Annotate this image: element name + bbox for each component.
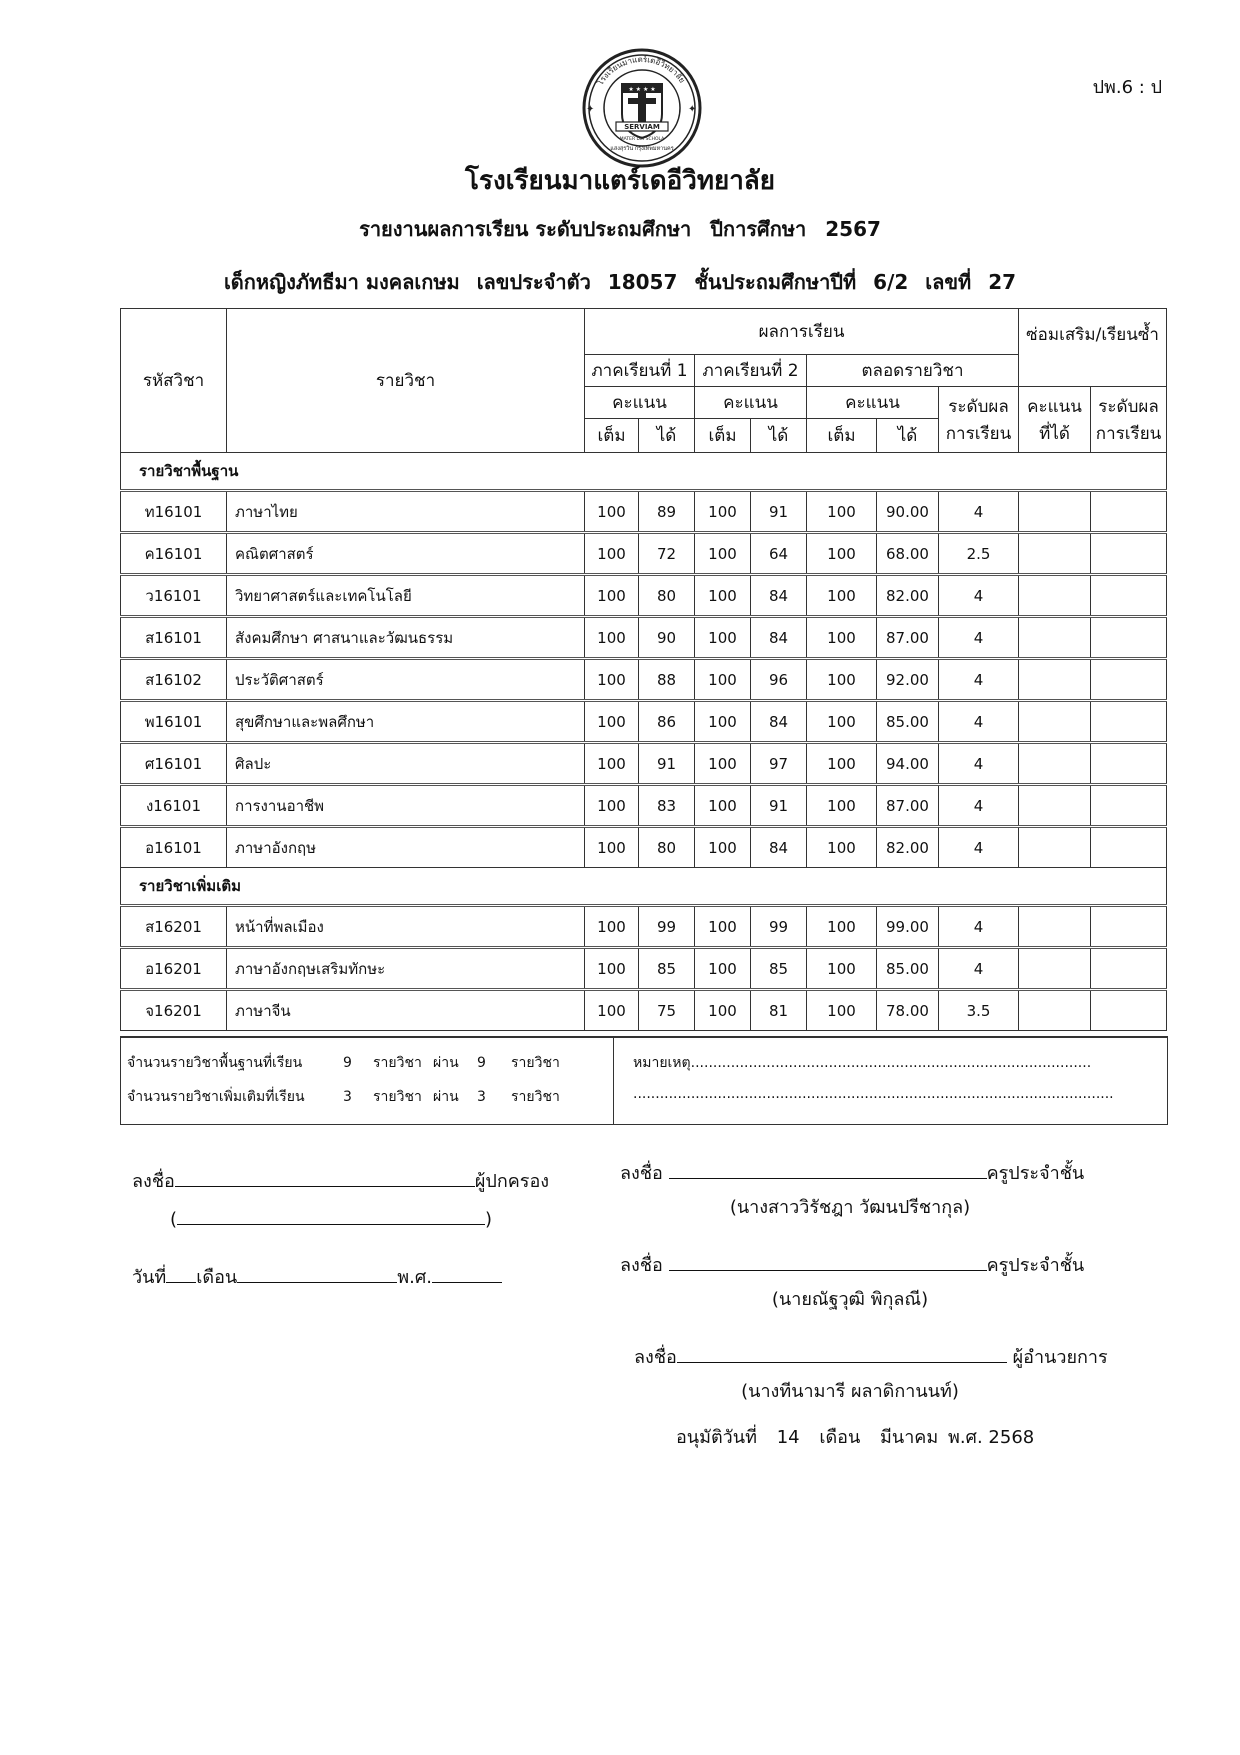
- table-row: [121, 785, 1167, 827]
- cell-t1-full: 100: [585, 575, 639, 617]
- teacher2-signature: [620, 1250, 1084, 1279]
- summary-unit: รายวิชา: [373, 1089, 422, 1105]
- cell-t1-full: 100: [585, 785, 639, 827]
- cell-t2-full: 100: [695, 659, 751, 701]
- cell-t1-got: 90: [639, 617, 695, 659]
- summary-unit: รายวิชา: [511, 1089, 560, 1105]
- header-grade: [939, 387, 1019, 453]
- crest-banner: SERVIAM: [624, 123, 660, 131]
- cell-t1-full: 100: [585, 659, 639, 701]
- number-label: เลขที่: [925, 270, 972, 294]
- cell-re-score: [1019, 533, 1091, 575]
- cell-grade: 4: [939, 827, 1019, 868]
- teacher2-role: ครูประจำชั้น: [986, 1255, 1085, 1276]
- cell-t2-full: 100: [695, 533, 751, 575]
- approve-day: 14: [776, 1427, 800, 1448]
- cell-t2-got: 96: [751, 659, 807, 701]
- svg-text:✦: ✦: [688, 104, 697, 115]
- student-info: [0, 266, 1240, 298]
- cell-re-grade: [1091, 990, 1167, 1031]
- cell-subject: การงานอาชีพ: [227, 785, 585, 827]
- header-grade-line2: การเรียน: [945, 423, 1012, 444]
- cell-subject: ภาษาจีน: [227, 990, 585, 1031]
- summary-pass-label: ผ่าน: [433, 1055, 459, 1071]
- cell-subject: สังคมศึกษา ศาสนาและวัฒนธรรม: [227, 617, 585, 659]
- cell-t1-full: 100: [585, 491, 639, 533]
- cell-grade: 4: [939, 743, 1019, 785]
- teacher2-name: (นายณัฐวุฒิ พิกุลณี): [771, 1289, 929, 1310]
- summary-extra-label: จำนวนรายวิชาเพิ่มเติมที่เรียน: [127, 1089, 305, 1105]
- table-row: [121, 948, 1167, 990]
- table-row: [121, 491, 1167, 533]
- header-got: ได้: [751, 419, 807, 453]
- student-id-label: เลขประจำตัว: [476, 270, 591, 294]
- guardian-role: ผู้ปกครอง: [474, 1171, 550, 1192]
- cell-t1-got: 83: [639, 785, 695, 827]
- svg-text:★ ★ ★ ★: ★ ★ ★ ★: [628, 86, 656, 93]
- cell-re-grade: [1091, 659, 1167, 701]
- cell-t1-full: 100: [585, 533, 639, 575]
- cell-t2-got: 84: [751, 701, 807, 743]
- cell-re-grade: [1091, 491, 1167, 533]
- cell-t1-full: 100: [585, 827, 639, 868]
- header-re-score-line2: ที่ได้: [1039, 423, 1070, 444]
- guardian-signature: [132, 1166, 549, 1195]
- header-score-t2: คะแนน: [695, 387, 807, 419]
- cell-got: 85.00: [877, 948, 939, 990]
- cell-t1-full: 100: [585, 701, 639, 743]
- cell-t2-got: 81: [751, 990, 807, 1031]
- header-re-grade: [1091, 387, 1167, 453]
- cell-t2-full: 100: [695, 701, 751, 743]
- guardian-date: [132, 1262, 502, 1291]
- cell-code: อ16201: [121, 948, 227, 990]
- cell-code: ว16101: [121, 575, 227, 617]
- academic-year: 2567: [825, 217, 881, 241]
- cell-re-grade: [1091, 533, 1167, 575]
- cell-re-score: [1019, 906, 1091, 948]
- guardian-sign-line: [175, 1170, 475, 1187]
- summary-core-pass: 9: [477, 1055, 486, 1071]
- crest-footer: แสงสุรวิน กรุงเทพมหานคร: [610, 146, 674, 152]
- cell-full: 100: [807, 948, 877, 990]
- cell-re-score: [1019, 785, 1091, 827]
- class-label: ชั้นประถมศึกษาปีที่: [694, 270, 857, 294]
- director-name: (นางทีนามารี ผลาดิกานนท์): [741, 1381, 959, 1402]
- cell-code: ท16101: [121, 491, 227, 533]
- grades-table: [120, 308, 1167, 1031]
- cell-grade: 4: [939, 617, 1019, 659]
- approval-date: [676, 1422, 1034, 1451]
- cell-subject: ภาษาอังกฤษ: [227, 827, 585, 868]
- director-sign-line: [677, 1346, 1007, 1363]
- cell-full: 100: [807, 659, 877, 701]
- cell-got: 82.00: [877, 575, 939, 617]
- header-remedial: ซ่อมเสริม/เรียนซ้ำ: [1019, 309, 1167, 387]
- report-title: [0, 213, 1240, 245]
- cell-t1-got: 99: [639, 906, 695, 948]
- cell-got: 85.00: [877, 701, 939, 743]
- summary-core-count: 9: [343, 1055, 352, 1071]
- director-signature: [634, 1342, 1108, 1371]
- cell-code: ส16201: [121, 906, 227, 948]
- cell-code: ศ16101: [121, 743, 227, 785]
- student-name: เด็กหญิงภัทธีมา มงคลเกษม: [223, 270, 460, 294]
- cell-re-score: [1019, 948, 1091, 990]
- table-row: [121, 701, 1167, 743]
- cell-t2-got: 84: [751, 617, 807, 659]
- cell-t2-got: 97: [751, 743, 807, 785]
- summary-extra-count: 3: [343, 1089, 352, 1105]
- month-label: เดือน: [196, 1267, 238, 1288]
- cell-t2-full: 100: [695, 785, 751, 827]
- cell-t2-full: 100: [695, 827, 751, 868]
- number-value: 27: [988, 270, 1017, 294]
- cell-re-grade: [1091, 948, 1167, 990]
- section-core-label: รายวิชาพื้นฐาน: [121, 453, 1167, 491]
- header-score-t1: คะแนน: [585, 387, 695, 419]
- remark-line-1: [633, 1052, 1091, 1074]
- cell-subject: คณิตศาสตร์: [227, 533, 585, 575]
- cell-re-grade: [1091, 575, 1167, 617]
- cell-re-grade: [1091, 785, 1167, 827]
- approve-be-label: พ.ศ.: [947, 1427, 983, 1448]
- cell-t1-got: 86: [639, 701, 695, 743]
- table-row: [121, 990, 1167, 1031]
- cell-t2-full: 100: [695, 906, 751, 948]
- paren-close: ): [485, 1209, 493, 1230]
- cell-re-grade: [1091, 701, 1167, 743]
- school-name: โรงเรียนมาแตร์เดอีวิทยาลัย: [465, 166, 775, 196]
- table-row: [121, 575, 1167, 617]
- cell-re-grade: [1091, 743, 1167, 785]
- cell-subject: ภาษาไทย: [227, 491, 585, 533]
- summary-unit: รายวิชา: [511, 1055, 560, 1071]
- sign-label: ลงชื่อ: [634, 1347, 677, 1368]
- cell-subject: ประวัติศาสตร์: [227, 659, 585, 701]
- cell-subject: ศิลปะ: [227, 743, 585, 785]
- header-code: รหัสวิชา: [121, 309, 227, 453]
- header-got: ได้: [639, 419, 695, 453]
- cell-t2-full: 100: [695, 990, 751, 1031]
- cell-got: 92.00: [877, 659, 939, 701]
- header-subject: รายวิชา: [227, 309, 585, 453]
- cell-grade: 4: [939, 491, 1019, 533]
- cell-re-score: [1019, 827, 1091, 868]
- cell-full: 100: [807, 533, 877, 575]
- cell-got: 82.00: [877, 827, 939, 868]
- cell-got: 87.00: [877, 785, 939, 827]
- cell-re-score: [1019, 617, 1091, 659]
- summary-core-row: [127, 1052, 560, 1074]
- table-row: [121, 743, 1167, 785]
- header-full: เต็ม: [695, 419, 751, 453]
- report-title-text: รายงานผลการเรียน ระดับประถมศึกษา: [359, 217, 692, 241]
- cell-subject: วิทยาศาสตร์และเทคโนโลยี: [227, 575, 585, 617]
- cell-code: อ16101: [121, 827, 227, 868]
- cell-t1-full: 100: [585, 948, 639, 990]
- sign-label: ลงชื่อ: [620, 1163, 663, 1184]
- cell-subject: ภาษาอังกฤษเสริมทักษะ: [227, 948, 585, 990]
- cell-grade: 4: [939, 659, 1019, 701]
- cell-t1-got: 88: [639, 659, 695, 701]
- cell-full: 100: [807, 491, 877, 533]
- student-id: 18057: [607, 270, 678, 294]
- cell-t2-full: 100: [695, 743, 751, 785]
- cell-full: 100: [807, 827, 877, 868]
- crest-motto: MATER DEI SCHOLA: [619, 137, 665, 142]
- cell-re-score: [1019, 701, 1091, 743]
- cell-re-score: [1019, 491, 1091, 533]
- table-row: [121, 827, 1167, 868]
- teacher1-sign-line: [669, 1162, 987, 1179]
- remark-dots-1: ..........................................................................................: [690, 1055, 1092, 1071]
- header-overall: ตลอดรายวิชา: [807, 355, 1019, 387]
- cell-t1-got: 89: [639, 491, 695, 533]
- cell-re-grade: [1091, 827, 1167, 868]
- date-label: วันที่: [132, 1267, 167, 1288]
- cell-t1-got: 85: [639, 948, 695, 990]
- form-code: ปพ.6 : ป: [1092, 77, 1162, 98]
- guardian-name-line: [170, 1208, 492, 1230]
- header-re-grade-line1: ระดับผล: [1098, 396, 1159, 417]
- cell-t1-full: 100: [585, 990, 639, 1031]
- header-score-overall: คะแนน: [807, 387, 939, 419]
- remark-line-2: ............................................................................................................: [633, 1086, 1114, 1102]
- cell-code: จ16201: [121, 990, 227, 1031]
- cell-got: 99.00: [877, 906, 939, 948]
- cell-got: 78.00: [877, 990, 939, 1031]
- table-row: [121, 617, 1167, 659]
- cell-re-grade: [1091, 906, 1167, 948]
- cell-t1-full: 100: [585, 617, 639, 659]
- paren-open: (: [170, 1209, 178, 1230]
- cell-t1-full: 100: [585, 743, 639, 785]
- cell-full: 100: [807, 906, 877, 948]
- cell-grade: 4: [939, 575, 1019, 617]
- table-row: [121, 659, 1167, 701]
- be-label: พ.ศ.: [397, 1267, 432, 1288]
- approve-label: อนุมัติวันที่: [676, 1427, 757, 1448]
- header-term2: ภาคเรียนที่ 2: [695, 355, 807, 387]
- cell-re-score: [1019, 659, 1091, 701]
- cell-re-score: [1019, 575, 1091, 617]
- cell-full: 100: [807, 617, 877, 659]
- header-full: เต็ม: [807, 419, 877, 453]
- cell-full: 100: [807, 990, 877, 1031]
- crest-ring-text: โรงเรียนมาแตร์เดอีวิทยาลัย: [595, 54, 687, 87]
- summary-extra-pass: 3: [477, 1089, 486, 1105]
- summary-counts: [121, 1038, 614, 1124]
- header-re-grade-line2: การเรียน: [1095, 423, 1162, 444]
- school-crest-icon: [580, 46, 704, 170]
- cell-t2-full: 100: [695, 617, 751, 659]
- sign-label: ลงชื่อ: [132, 1171, 175, 1192]
- cell-t2-got: 99: [751, 906, 807, 948]
- summary-pass-label: ผ่าน: [433, 1089, 459, 1105]
- cell-code: ส16102: [121, 659, 227, 701]
- cell-code: ค16101: [121, 533, 227, 575]
- header-re-score-line1: คะแนน: [1027, 396, 1082, 417]
- cell-re-score: [1019, 743, 1091, 785]
- cell-full: 100: [807, 785, 877, 827]
- cell-grade: 3.5: [939, 990, 1019, 1031]
- cell-t2-full: 100: [695, 575, 751, 617]
- teacher2-sign-line: [669, 1254, 987, 1271]
- sign-label: ลงชื่อ: [620, 1255, 663, 1276]
- cell-got: 90.00: [877, 491, 939, 533]
- class-value: 6/2: [873, 270, 909, 294]
- remark-label: หมายเหตุ: [633, 1055, 691, 1071]
- cell-t2-got: 64: [751, 533, 807, 575]
- teacher1-role: ครูประจำชั้น: [986, 1163, 1085, 1184]
- approve-month: มีนาคม: [880, 1427, 939, 1448]
- cell-t1-full: 100: [585, 906, 639, 948]
- director-role: ผู้อำนวยการ: [1012, 1347, 1108, 1368]
- cell-t1-got: 75: [639, 990, 695, 1031]
- table-row: [121, 906, 1167, 948]
- cell-grade: 4: [939, 906, 1019, 948]
- cell-t1-got: 91: [639, 743, 695, 785]
- cell-t2-got: 85: [751, 948, 807, 990]
- header-grade-line1: ระดับผล: [948, 396, 1009, 417]
- summary-core-label: จำนวนรายวิชาพื้นฐานที่เรียน: [127, 1055, 303, 1071]
- approve-month-label: เดือน: [819, 1427, 861, 1448]
- cell-code: ส16101: [121, 617, 227, 659]
- cell-full: 100: [807, 575, 877, 617]
- cell-grade: 2.5: [939, 533, 1019, 575]
- cell-got: 94.00: [877, 743, 939, 785]
- cell-grade: 4: [939, 948, 1019, 990]
- cell-re-score: [1019, 990, 1091, 1031]
- year-blank: [432, 1266, 502, 1283]
- approve-year: 2568: [988, 1427, 1035, 1448]
- cell-code: ง16101: [121, 785, 227, 827]
- section-extra-label: รายวิชาเพิ่มเติม: [121, 868, 1167, 906]
- cell-t2-got: 91: [751, 491, 807, 533]
- cell-subject: หน้าที่พลเมือง: [227, 906, 585, 948]
- month-blank: [237, 1266, 397, 1283]
- teacher1-signature: [620, 1158, 1084, 1187]
- cell-grade: 4: [939, 785, 1019, 827]
- header-full: เต็ม: [585, 419, 639, 453]
- table-row: [121, 533, 1167, 575]
- header-got: ได้: [877, 419, 939, 453]
- summary-box: [120, 1036, 1168, 1125]
- guardian-name-blank: [177, 1208, 485, 1225]
- cell-re-grade: [1091, 617, 1167, 659]
- svg-text:✦: ✦: [586, 104, 595, 115]
- date-blank: [166, 1266, 196, 1283]
- cell-t2-full: 100: [695, 491, 751, 533]
- cell-got: 68.00: [877, 533, 939, 575]
- cell-t1-got: 80: [639, 575, 695, 617]
- header-term1: ภาคเรียนที่ 1: [585, 355, 695, 387]
- cell-t2-full: 100: [695, 948, 751, 990]
- summary-extra-row: [127, 1086, 560, 1108]
- cell-full: 100: [807, 701, 877, 743]
- header-results: ผลการเรียน: [585, 309, 1019, 355]
- cell-grade: 4: [939, 701, 1019, 743]
- cell-full: 100: [807, 743, 877, 785]
- cell-t2-got: 84: [751, 575, 807, 617]
- cell-t2-got: 84: [751, 827, 807, 868]
- header-re-score: [1019, 387, 1091, 453]
- cell-t1-got: 80: [639, 827, 695, 868]
- cell-subject: สุขศึกษาและพลศึกษา: [227, 701, 585, 743]
- summary-unit: รายวิชา: [373, 1055, 422, 1071]
- cell-t2-got: 91: [751, 785, 807, 827]
- cell-got: 87.00: [877, 617, 939, 659]
- academic-year-label: ปีการศึกษา: [710, 217, 807, 241]
- cell-code: พ16101: [121, 701, 227, 743]
- cell-t1-got: 72: [639, 533, 695, 575]
- teacher1-name: (นางสาววิรัชฎา วัฒนปรีชากุล): [729, 1197, 971, 1218]
